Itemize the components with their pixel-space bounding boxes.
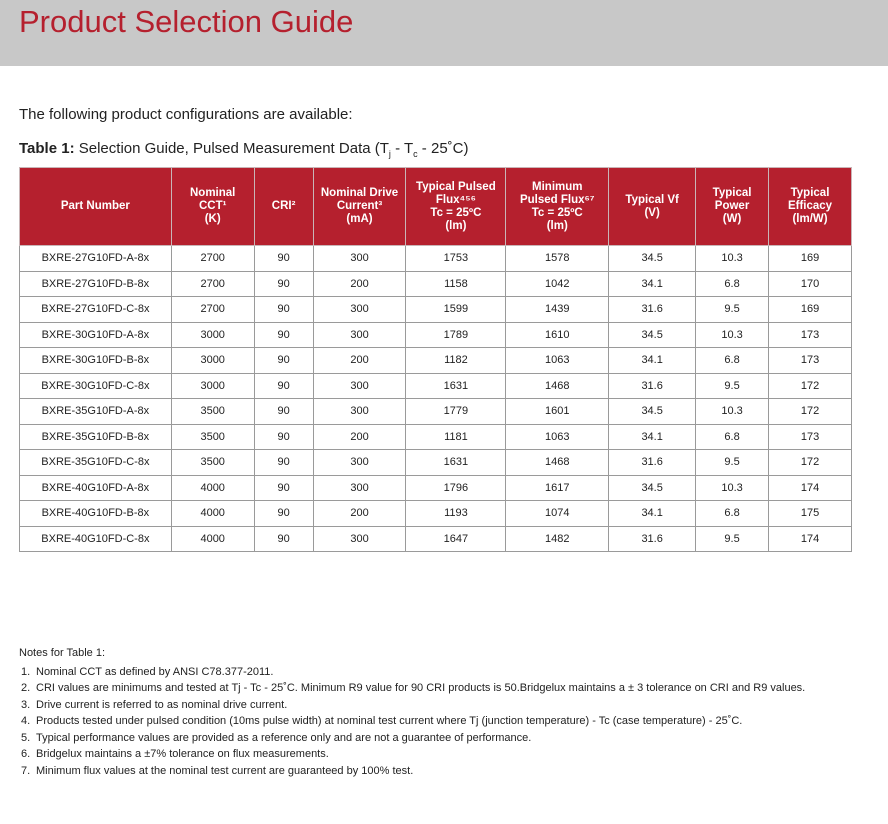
table-cell: 174	[769, 475, 852, 501]
column-header-line: Minimum	[532, 180, 583, 193]
table-cell: 300	[313, 297, 406, 323]
column-header-line: Part Number	[60, 200, 130, 212]
column-header	[313, 168, 406, 246]
table-cell: 90	[254, 475, 313, 501]
column-header	[506, 168, 609, 246]
column-header	[171, 168, 254, 246]
column-header-line: CCT¹	[198, 200, 227, 212]
note-text: Typical performance values are provided as a reference only and are not a guarantee of performance.	[36, 731, 532, 744]
table-cell: 172	[769, 373, 852, 399]
column-header-line: Tc = 25ºC	[430, 206, 482, 219]
column-header-line: Typical Vf	[625, 193, 679, 206]
note-text: CRI values are minimums and tested at Tj - Tc - 25˚C. Minimum R9 value for 90 CRI products is 50.Bridgelux maintains a ± 3 tolerance on CRI and R9 values.	[36, 682, 806, 694]
table-cell: 90	[254, 373, 313, 399]
table-cell: 34.5	[609, 475, 696, 501]
column-header-line: Nominal	[190, 187, 236, 199]
table-cell: 31.6	[609, 450, 696, 476]
column-header-line: Typical	[712, 187, 752, 199]
table-cell: BXRE-35G10FD-B-8x	[20, 424, 172, 450]
note-item	[19, 730, 869, 747]
table-cell: 31.6	[609, 297, 696, 323]
note-text: Minimum flux values at the nominal test current are guaranteed by 100% test.	[36, 764, 414, 777]
column-header-line: Typical Pulsed	[416, 180, 496, 193]
column-header-line: Flux⁴⁵⁶	[435, 193, 476, 206]
table-cell: 1789	[406, 322, 506, 348]
table-cell: 300	[313, 475, 406, 501]
column-header-line: Tc = 25ºC	[531, 206, 583, 219]
table-cell: 1468	[506, 450, 609, 476]
table-cell: 90	[254, 424, 313, 450]
table-cell: 1193	[406, 501, 506, 527]
note-item	[19, 713, 869, 730]
column-header-line: (W)	[722, 213, 742, 225]
table-cell: 34.5	[609, 322, 696, 348]
caption-sub-j: j	[388, 149, 391, 159]
column-header-line: Typical	[790, 187, 830, 199]
table-cell: 90	[254, 322, 313, 348]
table-cell: 169	[769, 246, 852, 272]
table-cell: 90	[254, 450, 313, 476]
intro-text: The following product configurations are available:	[19, 106, 353, 123]
note-text: Products tested under pulsed condition (10ms pulse width) at nominal test current where Tj (junction temperature) - Tc (case temperature) - 25˚C.	[36, 715, 743, 727]
table-row	[20, 246, 852, 272]
note-number: 5.	[21, 731, 31, 744]
table-cell: 34.1	[609, 501, 696, 527]
table-cell: BXRE-27G10FD-A-8x	[20, 246, 172, 272]
table-row	[20, 348, 852, 374]
table-cell: 31.6	[609, 526, 696, 552]
column-header-line: Power	[714, 200, 750, 212]
table-row	[20, 526, 852, 552]
table-cell: 175	[769, 501, 852, 527]
table-cell: 90	[254, 246, 313, 272]
column-header	[20, 168, 172, 246]
table-cell: 300	[313, 399, 406, 425]
table-header-row	[20, 168, 852, 246]
column-header-line: (lm)	[546, 219, 568, 232]
note-number: 2.	[21, 682, 31, 694]
column-header-line: (V)	[644, 206, 660, 219]
column-header-line: Current³	[336, 200, 383, 212]
table-cell: 34.1	[609, 271, 696, 297]
table-cell: 1439	[506, 297, 609, 323]
table-cell: 4000	[171, 501, 254, 527]
table-cell: 6.8	[696, 271, 769, 297]
notes-heading: Notes for Table 1:	[19, 647, 106, 659]
table-cell: BXRE-40G10FD-C-8x	[20, 526, 172, 552]
table-cell: BXRE-35G10FD-C-8x	[20, 450, 172, 476]
table-cell: 1601	[506, 399, 609, 425]
table-cell: 90	[254, 271, 313, 297]
table-row	[20, 373, 852, 399]
table-cell: 200	[313, 271, 406, 297]
table-cell: 173	[769, 322, 852, 348]
table-cell: 6.8	[696, 348, 769, 374]
table-cell: 9.5	[696, 450, 769, 476]
note-text: Drive current is referred to as nominal drive current.	[36, 698, 288, 711]
table-cell: 1631	[406, 450, 506, 476]
column-header-line: (lm)	[445, 219, 467, 232]
table-cell: 9.5	[696, 373, 769, 399]
table-cell: 300	[313, 450, 406, 476]
table-row	[20, 424, 852, 450]
column-header-line: CRI²	[271, 200, 296, 212]
table-cell: 1181	[406, 424, 506, 450]
column-header-line: (mA)	[346, 213, 373, 225]
table-cell: 173	[769, 348, 852, 374]
table-cell: 2700	[171, 297, 254, 323]
table-cell: 3000	[171, 373, 254, 399]
table-cell: 200	[313, 501, 406, 527]
column-header-line: Nominal Drive	[320, 187, 399, 199]
table-cell: 3500	[171, 399, 254, 425]
table-cell: 170	[769, 271, 852, 297]
table-cell: 1042	[506, 271, 609, 297]
table-cell: 2700	[171, 246, 254, 272]
table-cell: 1182	[406, 348, 506, 374]
table-cell: 2700	[171, 271, 254, 297]
table-cell: 4000	[171, 475, 254, 501]
table-cell: 169	[769, 297, 852, 323]
page-title: Product Selection Guide	[19, 4, 354, 39]
caption-mid: - T	[390, 140, 414, 157]
table-cell: 9.5	[696, 526, 769, 552]
note-number: 1.	[21, 665, 31, 678]
table-cell: 34.5	[609, 246, 696, 272]
column-header	[406, 168, 506, 246]
table-cell: 300	[313, 526, 406, 552]
table-cell: 1482	[506, 526, 609, 552]
table-cell: 90	[254, 501, 313, 527]
table-cell: 1647	[406, 526, 506, 552]
table-caption-label: Table 1:	[19, 140, 75, 157]
table-cell: 1753	[406, 246, 506, 272]
selection-guide-table	[19, 167, 852, 552]
note-number: 4.	[21, 715, 31, 727]
table-cell: 6.8	[696, 424, 769, 450]
note-number: 7.	[21, 764, 31, 777]
table-cell: 3000	[171, 322, 254, 348]
table-cell: 1617	[506, 475, 609, 501]
column-header-line: (lm/W)	[792, 213, 828, 225]
table-cell: 4000	[171, 526, 254, 552]
column-header-line: Pulsed Flux⁶⁷	[519, 193, 595, 206]
table-cell: 34.1	[609, 424, 696, 450]
table-cell: 10.3	[696, 475, 769, 501]
table-cell: 31.6	[609, 373, 696, 399]
notes-list	[19, 664, 869, 780]
note-item	[19, 697, 869, 714]
table-cell: 172	[769, 399, 852, 425]
table-cell: 1063	[506, 348, 609, 374]
table-cell: BXRE-27G10FD-B-8x	[20, 271, 172, 297]
table-notes	[19, 645, 869, 779]
table-cell: 300	[313, 322, 406, 348]
table-cell: 3500	[171, 424, 254, 450]
table-cell: 1610	[506, 322, 609, 348]
table-cell: 10.3	[696, 322, 769, 348]
table-cell: 1578	[506, 246, 609, 272]
table-row	[20, 450, 852, 476]
table-caption	[19, 140, 468, 159]
note-number: 3.	[21, 698, 31, 711]
page-header	[0, 0, 888, 66]
table-cell: 1779	[406, 399, 506, 425]
table-cell: 90	[254, 526, 313, 552]
table-cell: 34.5	[609, 399, 696, 425]
column-header-line: Efficacy	[787, 200, 833, 212]
table-row	[20, 297, 852, 323]
table-cell: 1158	[406, 271, 506, 297]
table-row	[20, 501, 852, 527]
table-body	[20, 246, 852, 552]
table-cell: BXRE-30G10FD-A-8x	[20, 322, 172, 348]
table-cell: 172	[769, 450, 852, 476]
table-cell: 90	[254, 399, 313, 425]
note-item	[19, 763, 869, 780]
table-cell: 1631	[406, 373, 506, 399]
table-cell: 300	[313, 373, 406, 399]
table-cell: 173	[769, 424, 852, 450]
column-header	[769, 168, 852, 246]
table-row	[20, 271, 852, 297]
column-header	[696, 168, 769, 246]
table-cell: 3500	[171, 450, 254, 476]
table-caption-text: Selection Guide, Pulsed Measurement Data (T	[78, 140, 389, 157]
table-cell: 3000	[171, 348, 254, 374]
note-text: Nominal CCT as defined by ANSI C78.377-2011.	[36, 665, 274, 678]
table-row	[20, 322, 852, 348]
table-cell: 300	[313, 246, 406, 272]
table-cell: 10.3	[696, 399, 769, 425]
table-row	[20, 475, 852, 501]
table-cell: 200	[313, 348, 406, 374]
note-item	[19, 746, 869, 763]
note-item	[19, 680, 869, 697]
table-cell: 10.3	[696, 246, 769, 272]
table-cell: BXRE-35G10FD-A-8x	[20, 399, 172, 425]
column-header	[609, 168, 696, 246]
table-cell: BXRE-40G10FD-B-8x	[20, 501, 172, 527]
note-text: Bridgelux maintains a ±7% tolerance on flux measurements.	[36, 748, 329, 760]
table-cell: 1468	[506, 373, 609, 399]
column-header	[254, 168, 313, 246]
caption-sub-c: c	[413, 149, 418, 159]
table-cell: 1796	[406, 475, 506, 501]
caption-end: - 25˚C)	[417, 140, 469, 157]
table-cell: 90	[254, 297, 313, 323]
table-cell: 9.5	[696, 297, 769, 323]
table-cell: 34.1	[609, 348, 696, 374]
table-cell: BXRE-27G10FD-C-8x	[20, 297, 172, 323]
table-cell: 90	[254, 348, 313, 374]
table-cell: BXRE-30G10FD-B-8x	[20, 348, 172, 374]
table-cell: 1599	[406, 297, 506, 323]
table-cell: 6.8	[696, 501, 769, 527]
table-row	[20, 399, 852, 425]
table-cell: 174	[769, 526, 852, 552]
table-cell: BXRE-40G10FD-A-8x	[20, 475, 172, 501]
table-cell: 1074	[506, 501, 609, 527]
note-number: 6.	[21, 748, 31, 760]
note-item	[19, 664, 869, 681]
table-cell: BXRE-30G10FD-C-8x	[20, 373, 172, 399]
column-header-line: (K)	[204, 213, 221, 225]
table-cell: 1063	[506, 424, 609, 450]
table-cell: 200	[313, 424, 406, 450]
